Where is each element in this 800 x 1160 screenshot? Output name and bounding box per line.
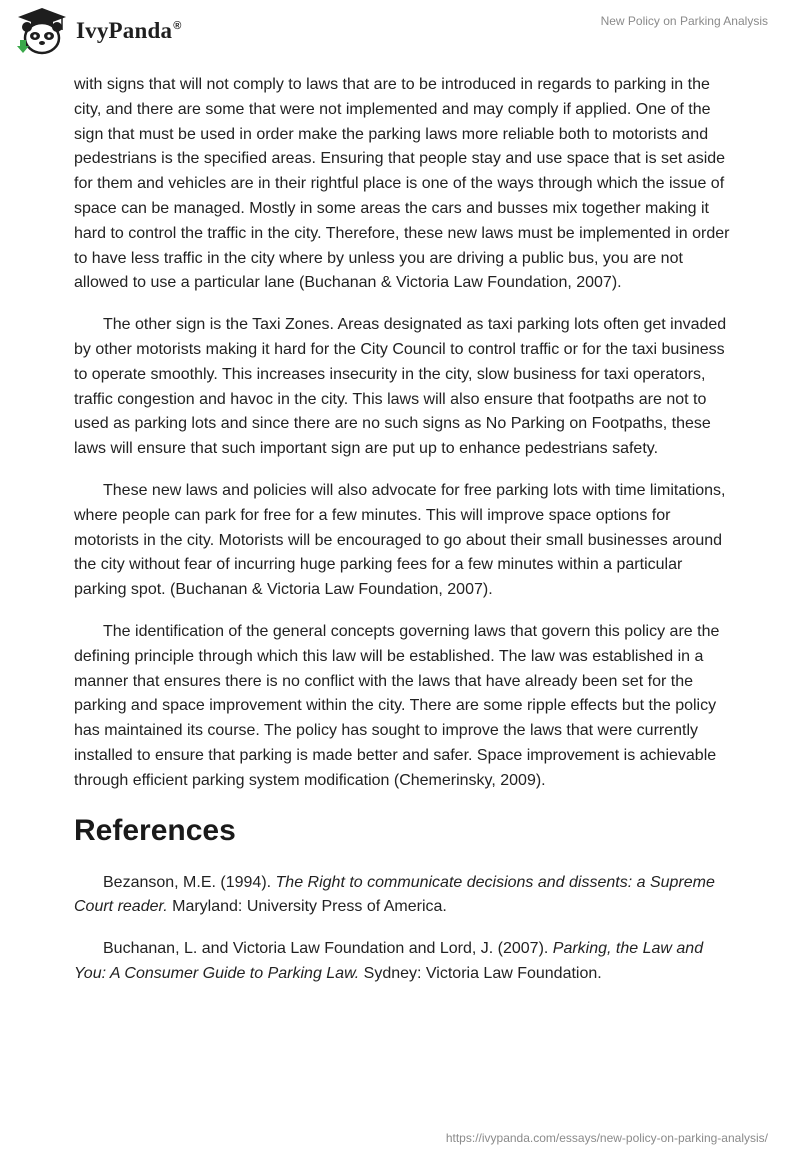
source-url-link[interactable]: https://ivypanda.com/essays/new-policy-on-parking-analysis/ [445, 1131, 768, 1145]
paragraph-3: These new laws and policies will also advocate for free parking lots with time limitations, where people can park for free for a few minutes. This will improve space options for motorists in the city. Motorists will be encouraged to go about their small businesses around the city without fear of incurring huge parking fees for a few minutes within a particular parking spot. (Buchanan & Victoria Law Foundation, 2007). [74, 481, 726, 599]
page-header [0, 0, 800, 70]
paragraph-2: The other sign is the Taxi Zones. Areas designated as taxi parking lots often get invaded by other motorists making it hard for the City Council to control traffic or for the taxi business to operate smoothly. This increases insecurity in the city, slow business for taxi operators, traffic congestion and havoc in the city. This laws will also ensure that footpaths are not to used as parking lots and since there are no such signs as No Parking on Footpaths, these laws will ensure that such important sign are put up to enhance pedestrians safety. [74, 316, 727, 458]
reference-author: Buchanan, L. and Victoria Law Foundation and Lord, J. (2007). [103, 940, 553, 958]
registered-mark: ® [173, 20, 182, 33]
reference-publisher: Sydney: Victoria Law Foundation. [359, 964, 602, 982]
reference-title: Parking, the Law and You: A Consumer Guide to Parking Law. [74, 940, 704, 982]
logo-wordmark: IvyPanda® [76, 18, 182, 43]
reference-item [74, 937, 730, 987]
ivypanda-logo[interactable] [14, 6, 182, 56]
reference-author: Bezanson, M.E. (1994). [103, 873, 276, 891]
reference-publisher: Maryland: University Press of America. [167, 898, 447, 916]
paragraph-1: with signs that will not comply to laws that are to be introduced in regards to parking in the city, and there are some that were not implemented and may comply if applied. One of the sign that must be used in order make the parking laws more reliable both to motorists and pedestrians is the specified areas. Ensuring that people stay and use space that is set aside for them and vehicles are in their rightful place is one of the ways through which the issue of space can be managed. Mostly in some areas the cars and busses mix together making it hard to control the traffic in the city. Therefore, these new laws must be implemented in order to have less traffic in the city where by unless you are driving a public bus, you are not allowed to use a particular lane (Buchanan & Victoria Law Foundation, 2007). [74, 76, 730, 292]
references-heading: References [74, 813, 236, 847]
reference-title: The Right to communicate decisions and dissents: a Supreme Court reader. [74, 873, 715, 916]
essay-content [74, 73, 730, 1004]
paragraph-4: The identification of the general concepts governing laws that govern this policy are the defining principle through which this law will be established. The law was established in a manner that ensures there is no conflict with the laws that have already been set for the parking and space improvement within the city. There are some ripple effects but the policy has maintained its course. The policy has sought to improve the laws that were currently installed to ensure that parking is made better and safer. Space improvement is achievable through efficient parking system modification (Chemerinsky, 2009). [74, 622, 720, 789]
panda-logo-icon [14, 6, 70, 56]
document-title: New Policy on Parking Analysis [600, 14, 768, 28]
reference-item [74, 871, 730, 921]
